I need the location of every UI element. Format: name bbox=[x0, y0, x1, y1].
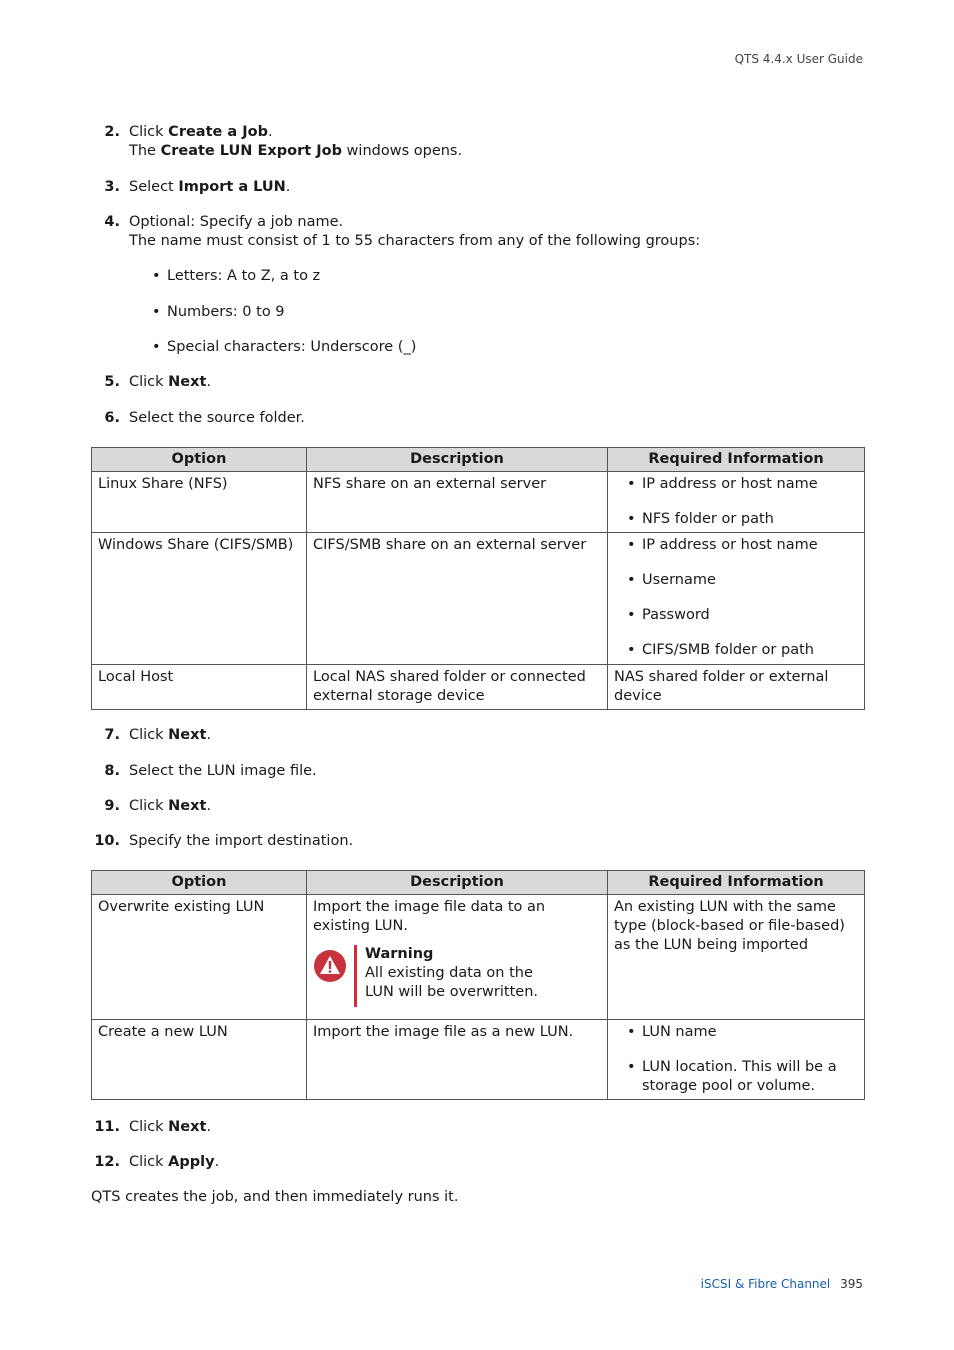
column-header: Description bbox=[307, 871, 608, 895]
option-cell: Local Host bbox=[92, 665, 307, 710]
warning-callout bbox=[313, 945, 601, 1007]
table-row bbox=[92, 895, 865, 1020]
description-cell: CIFS/SMB share on an external server bbox=[307, 533, 608, 665]
table-header-row bbox=[92, 448, 865, 472]
warning-title: Warning bbox=[365, 946, 434, 962]
source-folder-table bbox=[91, 447, 865, 710]
required-info-cell bbox=[608, 472, 865, 533]
required-info-cell bbox=[608, 533, 865, 665]
footer-section-link[interactable]: iSCSI & Fibre Channel bbox=[700, 1277, 831, 1291]
required-info-cell: An existing LUN with the same type (block-based or file-based) as the LUN being imported bbox=[608, 895, 865, 1020]
option-cell: Windows Share (CIFS/SMB) bbox=[92, 533, 307, 665]
step-text: Click Next. bbox=[129, 374, 212, 390]
table-row bbox=[92, 472, 865, 533]
table-row bbox=[92, 533, 865, 665]
column-header: Required Information bbox=[608, 871, 865, 895]
list-item: • IP address or host name bbox=[614, 475, 858, 494]
list-item: • Username bbox=[614, 571, 858, 590]
step-number: 6. bbox=[104, 410, 120, 426]
column-header: Option bbox=[92, 448, 307, 472]
import-destination-table bbox=[91, 870, 865, 1100]
name-group-item: • Letters: A to Z, a to z bbox=[152, 268, 321, 284]
option-cell: Create a new LUN bbox=[92, 1020, 307, 1100]
column-header: Option bbox=[92, 871, 307, 895]
required-info-cell bbox=[608, 1020, 865, 1100]
page-header: QTS 4.4.x User Guide bbox=[734, 52, 863, 66]
warning-bar bbox=[354, 945, 357, 1007]
step-detail: The name must consist of 1 to 55 characters from any of the following groups: bbox=[129, 233, 701, 249]
list-item: • NFS folder or path bbox=[614, 510, 858, 529]
list-item: • LUN name bbox=[614, 1023, 858, 1042]
step-text: Select Import a LUN. bbox=[129, 179, 291, 195]
list-item: • IP address or host name bbox=[614, 536, 858, 555]
step-text: Select the source folder. bbox=[129, 410, 305, 426]
column-header: Description bbox=[307, 448, 608, 472]
step-number: 9. bbox=[104, 798, 120, 814]
column-header: Required Information bbox=[608, 448, 865, 472]
step-text: Click Create a Job. bbox=[129, 124, 273, 140]
description-cell bbox=[307, 895, 608, 1020]
step-text: Click Next. bbox=[129, 798, 212, 814]
step-text: Optional: Specify a job name. bbox=[129, 214, 344, 230]
table-row bbox=[92, 1020, 865, 1100]
name-group-item: • Special characters: Underscore (_) bbox=[152, 339, 417, 355]
step-text: Select the LUN image file. bbox=[129, 763, 317, 779]
list-item: • CIFS/SMB folder or path bbox=[614, 641, 858, 660]
step-number: 2. bbox=[104, 124, 120, 140]
step-text: Click Next. bbox=[129, 1119, 212, 1135]
step-text: Click Next. bbox=[129, 727, 212, 743]
list-item: • LUN location. This will be a storage pool or volume. bbox=[614, 1058, 858, 1096]
table-row bbox=[92, 665, 865, 710]
step-number: 12. bbox=[94, 1154, 120, 1170]
step-result: The Create LUN Export Job windows opens. bbox=[129, 143, 463, 159]
step-text: Click Apply. bbox=[129, 1154, 220, 1170]
description-cell: Import the image file as a new LUN. bbox=[307, 1020, 608, 1100]
warning-triangle-icon bbox=[313, 949, 347, 983]
step-number: 10. bbox=[94, 833, 120, 849]
required-info-cell: NAS shared folder or external device bbox=[608, 665, 865, 710]
step-number: 3. bbox=[104, 179, 120, 195]
step-number: 8. bbox=[104, 763, 120, 779]
description-text: Import the image file data to an existing LUN. bbox=[313, 899, 546, 934]
page-number: 395 bbox=[840, 1277, 863, 1291]
option-cell: Linux Share (NFS) bbox=[92, 472, 307, 533]
name-group-item: • Numbers: 0 to 9 bbox=[152, 304, 285, 320]
step-number: 5. bbox=[104, 374, 120, 390]
description-cell: Local NAS shared folder or connected external storage device bbox=[307, 665, 608, 710]
closing-paragraph: QTS creates the job, and then immediately runs it. bbox=[91, 1189, 459, 1205]
step-number: 7. bbox=[104, 727, 120, 743]
step-number: 4. bbox=[104, 214, 120, 230]
page-footer bbox=[701, 1275, 863, 1294]
option-cell: Overwrite existing LUN bbox=[92, 895, 307, 1020]
list-item: • Password bbox=[614, 606, 858, 625]
description-cell: NFS share on an external server bbox=[307, 472, 608, 533]
step-text: Specify the import destination. bbox=[129, 833, 354, 849]
warning-text: All existing data on the LUN will be overwritten. bbox=[365, 965, 538, 1000]
step-number: 11. bbox=[94, 1119, 120, 1135]
table-header-row bbox=[92, 871, 865, 895]
